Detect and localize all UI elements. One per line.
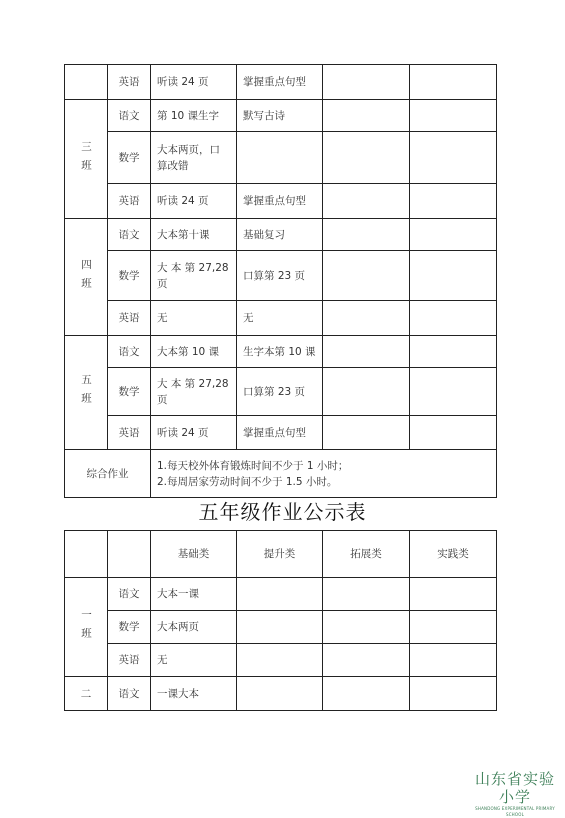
table-row <box>65 416 497 450</box>
table-cell <box>108 531 151 578</box>
basic-cell: 大本两页，口算改错 <box>151 132 237 184</box>
table-cell <box>65 65 108 100</box>
table-cell <box>410 578 497 611</box>
header-basic: 基础类 <box>151 531 237 578</box>
basic-cell: 大本第十课 <box>151 219 237 251</box>
page-title: 五年级作业公示表 <box>198 500 367 524</box>
table-cell <box>237 644 323 677</box>
table-cell <box>323 677 410 711</box>
table-cell <box>410 184 497 219</box>
summary-line-2: 2.每周居家劳动时间不少于 1.5 小时。 <box>157 475 338 488</box>
table-row <box>65 251 497 301</box>
table-row <box>65 132 497 184</box>
table-cell <box>410 100 497 132</box>
basic-cell: 第 10 课生字 <box>151 100 237 132</box>
table-cell <box>410 611 497 644</box>
table-cell <box>323 184 410 219</box>
basic-cell: 听读 24 页 <box>151 416 237 450</box>
class-cell-1: 一班 <box>65 578 108 677</box>
class-cell-5: 五班 <box>65 336 108 450</box>
summary-content <box>151 450 497 498</box>
table-cell <box>237 677 323 711</box>
basic-cell: 听读 24 页 <box>151 65 237 100</box>
subject-cell: 数学 <box>108 251 151 301</box>
class-cell-2: 二 <box>65 677 108 711</box>
basic-cell: 听读 24 页 <box>151 184 237 219</box>
table-row <box>65 611 497 644</box>
improve-cell: 掌握重点句型 <box>237 416 323 450</box>
table-row <box>65 644 497 677</box>
table-row <box>65 65 497 100</box>
table-cell <box>323 251 410 301</box>
table-cell <box>410 251 497 301</box>
header-improve: 提升类 <box>237 531 323 578</box>
subject-cell: 英语 <box>108 65 151 100</box>
subject-cell: 语文 <box>108 336 151 368</box>
header-extend: 拓展类 <box>323 531 410 578</box>
basic-cell: 无 <box>151 301 237 336</box>
table-cell <box>323 336 410 368</box>
class-cell-3: 三班 <box>65 100 108 219</box>
summary-label: 综合作业 <box>65 450 151 498</box>
class-cell-4: 四班 <box>65 219 108 336</box>
table-cell <box>323 644 410 677</box>
homework-table-grade5 <box>64 530 497 711</box>
school-name-en: SHANDONG EXPERIMENTAL PRIMARY SCHOOL <box>475 806 555 817</box>
table-cell <box>323 100 410 132</box>
table-cell <box>323 611 410 644</box>
table-cell <box>410 336 497 368</box>
improve-cell: 无 <box>237 301 323 336</box>
homework-table-grade4 <box>64 64 497 498</box>
subject-cell: 语文 <box>108 219 151 251</box>
subject-cell: 数学 <box>108 132 151 184</box>
table-cell <box>323 368 410 416</box>
basic-cell: 大本第 10 课 <box>151 336 237 368</box>
basic-cell: 大 本 第 27,28 页 <box>151 251 237 301</box>
subject-cell: 英语 <box>108 416 151 450</box>
basic-cell: 大本一课 <box>151 578 237 611</box>
table-cell <box>410 644 497 677</box>
table-row <box>65 578 497 611</box>
school-name-cn: 山东省实验小学 <box>474 770 555 806</box>
table-row <box>65 336 497 368</box>
table-cell <box>410 677 497 711</box>
summary-row <box>65 450 497 498</box>
table-cell <box>410 219 497 251</box>
improve-cell: 口算第 23 页 <box>237 251 323 301</box>
basic-cell: 无 <box>151 644 237 677</box>
table-cell <box>323 65 410 100</box>
improve-cell: 掌握重点句型 <box>237 184 323 219</box>
table-cell <box>410 301 497 336</box>
subject-cell: 数学 <box>108 368 151 416</box>
table-row <box>65 100 497 132</box>
table-cell <box>323 132 410 184</box>
table-cell <box>410 368 497 416</box>
improve-cell: 默写古诗 <box>237 100 323 132</box>
improve-cell: 口算第 23 页 <box>237 368 323 416</box>
table-cell <box>410 416 497 450</box>
subject-cell: 英语 <box>108 301 151 336</box>
subject-cell: 语文 <box>108 100 151 132</box>
table-row <box>65 368 497 416</box>
table-cell <box>323 416 410 450</box>
table-row <box>65 219 497 251</box>
subject-cell: 语文 <box>108 578 151 611</box>
header-row <box>65 531 497 578</box>
improve-cell: 掌握重点句型 <box>237 65 323 100</box>
table-cell <box>323 578 410 611</box>
school-logo <box>470 770 560 818</box>
basic-cell: 大 本 第 27,28 页 <box>151 368 237 416</box>
header-practice: 实践类 <box>410 531 497 578</box>
table-row <box>65 677 497 711</box>
table-cell <box>410 65 497 100</box>
basic-cell: 一课大本 <box>151 677 237 711</box>
table-cell <box>323 219 410 251</box>
subject-cell: 数学 <box>108 611 151 644</box>
subject-cell: 英语 <box>108 184 151 219</box>
improve-cell: 基础复习 <box>237 219 323 251</box>
improve-cell <box>237 132 323 184</box>
table-cell <box>323 301 410 336</box>
subject-cell: 英语 <box>108 644 151 677</box>
table-cell <box>410 132 497 184</box>
table-cell <box>237 611 323 644</box>
summary-line-1: 1.每天校外体育锻炼时间不少于 1 小时； <box>157 459 349 472</box>
table-cell <box>237 578 323 611</box>
table-row <box>65 301 497 336</box>
table-row <box>65 184 497 219</box>
basic-cell: 大本两页 <box>151 611 237 644</box>
improve-cell: 生字本第 10 课 <box>237 336 323 368</box>
subject-cell: 语文 <box>108 677 151 711</box>
table-cell <box>65 531 108 578</box>
